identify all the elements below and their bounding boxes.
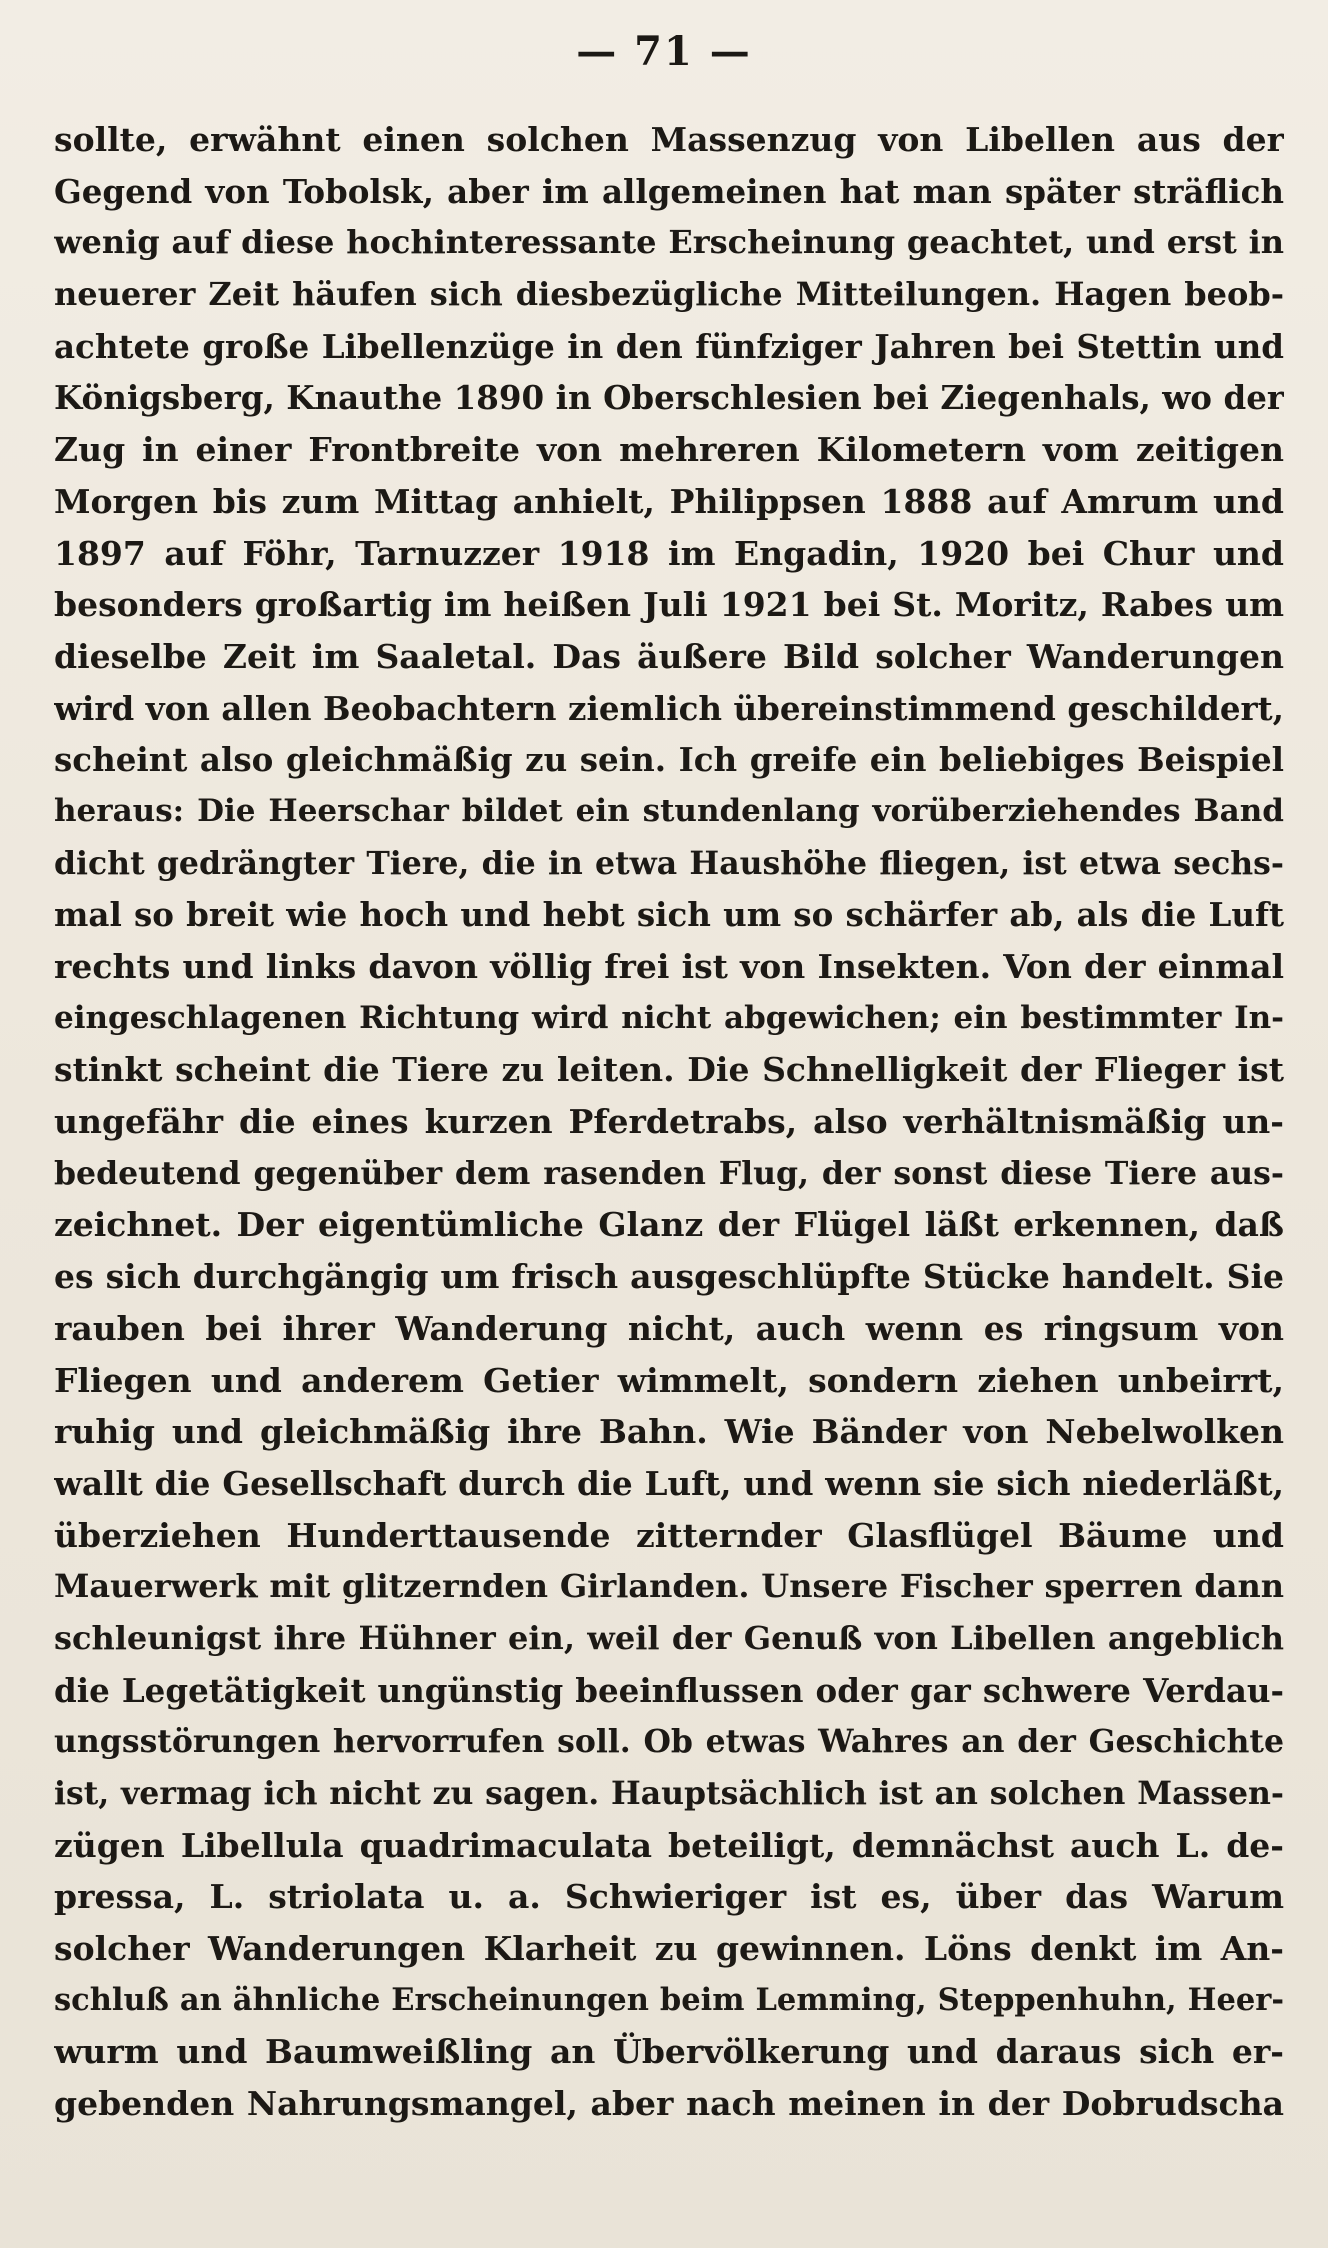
text-line-1: sollte, erwähnt einen solchen Massenzug von Libellen aus der bbox=[54, 120, 1284, 159]
text-line-4: neuerer Zeit häufen sich diesbezügliche Mitteilungen. Hagen beob- bbox=[54, 275, 1284, 314]
text-line-21: bedeutend gegenüber dem rasenden Flug, der sonst diese Tiere aus- bbox=[54, 1154, 1284, 1192]
text-line-3: wenig auf diese hochinteressante Erscheinung geachtet, und erst in bbox=[54, 223, 1284, 262]
text-line-15: dicht gedrängter Tiere, die in etwa Haushöhe fliegen, ist etwa sechs- bbox=[54, 844, 1284, 882]
text-line-8: Morgen bis zum Mittag anhielt, Philippsen 1888 auf Amrum und bbox=[54, 481, 1284, 521]
text-line-18: eingeschlagenen Richtung wird nicht abgewichen; ein bestimmter In- bbox=[54, 999, 1284, 1036]
text-line-33: ist, vermag ich nicht zu sagen. Hauptsächlich ist an solchen Massen- bbox=[54, 1775, 1284, 1812]
text-line-23: es sich durchgängig um frisch ausgeschlüpfte Stücke handelt. Sie bbox=[54, 1257, 1284, 1297]
text-line-27: wallt die Gesellschaft durch die Luft, und wenn sie sich niederläßt, bbox=[54, 1463, 1284, 1503]
text-line-36: solcher Wanderungen Klarheit zu gewinnen. Löns denkt im An- bbox=[54, 1929, 1284, 1969]
text-line-28: überziehen Hunderttausende zitternder Glasflügel Bäume und bbox=[54, 1515, 1284, 1555]
text-line-35: pressa, L. striolata u. a. Schwieriger ist es, über das Warum bbox=[54, 1877, 1284, 1917]
text-line-16: mal so breit wie hoch und hebt sich um so schärfer ab, als die Luft bbox=[54, 895, 1284, 935]
text-line-30: schleunigst ihre Hühner ein, weil der Genuß von Libellen angeblich bbox=[54, 1618, 1284, 1657]
text-line-37: schluß an ähnliche Erscheinungen beim Lemming, Steppenhuhn, Heer- bbox=[54, 1981, 1284, 2018]
text-line-38: wurm und Baumweißling an Übervölkerung und daraus sich er- bbox=[54, 2032, 1284, 2072]
body-text bbox=[54, 114, 1284, 2130]
text-line-31: die Legetätigkeit ungünstig beeinflussen oder gar schwere Verdau- bbox=[54, 1670, 1284, 1710]
text-line-32: ungsstörungen hervorrufen soll. Ob etwas Wahres an der Geschichte bbox=[54, 1723, 1284, 1761]
text-line-11: dieselbe Zeit im Saaletal. Das äußere Bild solcher Wanderungen bbox=[54, 636, 1284, 676]
text-line-5: achtete große Libellenzüge in den fünfziger Jahren bei Stettin und bbox=[54, 326, 1284, 366]
text-line-22: zeichnet. Der eigentümliche Glanz der Flügel läßt erkennen, daß bbox=[54, 1205, 1284, 1245]
text-line-20: ungefähr die eines kurzen Pferdetrabs, also verhältnismäßig un- bbox=[54, 1102, 1284, 1142]
text-line-24: rauben bei ihrer Wanderung nicht, auch wenn es ringsum von bbox=[54, 1308, 1284, 1348]
text-line-2: Gegend von Tobolsk, aber im allgemeinen hat man später sträflich bbox=[54, 171, 1284, 211]
text-line-39: gebenden Nahrungsmangel, aber nach meinen in der Dobrudscha bbox=[54, 2084, 1284, 2124]
text-line-34: zügen Libellula quadrimaculata beteiligt, demnächst auch L. de- bbox=[54, 1825, 1284, 1865]
text-line-29: Mauerwerk mit glitzernden Girlanden. Unsere Fischer sperren dann bbox=[54, 1567, 1284, 1606]
text-line-19: stinkt scheint die Tiere zu leiten. Die Schnelligkeit der Flieger ist bbox=[54, 1050, 1284, 1090]
text-line-25: Fliegen und anderem Getier wimmelt, sondern ziehen unbeirrt, bbox=[54, 1360, 1284, 1400]
text-line-7: Zug in einer Frontbreite von mehreren Kilometern vom zeitigen bbox=[54, 430, 1284, 470]
page-number: — 71 — bbox=[576, 28, 752, 75]
text-line-10: besonders großartig im heißen Juli 1921 bei St. Moritz, Rabes um bbox=[54, 585, 1284, 625]
text-line-9: 1897 auf Föhr, Tarnuzzer 1918 im Engadin, 1920 bei Chur und bbox=[54, 533, 1284, 573]
text-line-12: wird von allen Beobachtern ziemlich übereinstimmend geschildert, bbox=[54, 688, 1284, 728]
text-line-17: rechts und links davon völlig frei ist von Insekten. Von der einmal bbox=[54, 947, 1284, 986]
text-line-14: heraus: Die Heerschar bildet ein stundenlang vorüberziehendes Band bbox=[54, 792, 1284, 829]
text-line-26: ruhig und gleichmäßig ihre Bahn. Wie Bänder von Nebelwolken bbox=[54, 1412, 1284, 1452]
text-line-13: scheint also gleichmäßig zu sein. Ich greife ein beliebiges Beispiel bbox=[54, 740, 1284, 780]
text-line-6: Königsberg, Knauthe 1890 in Oberschlesien bei Ziegenhals, wo der bbox=[54, 378, 1284, 418]
